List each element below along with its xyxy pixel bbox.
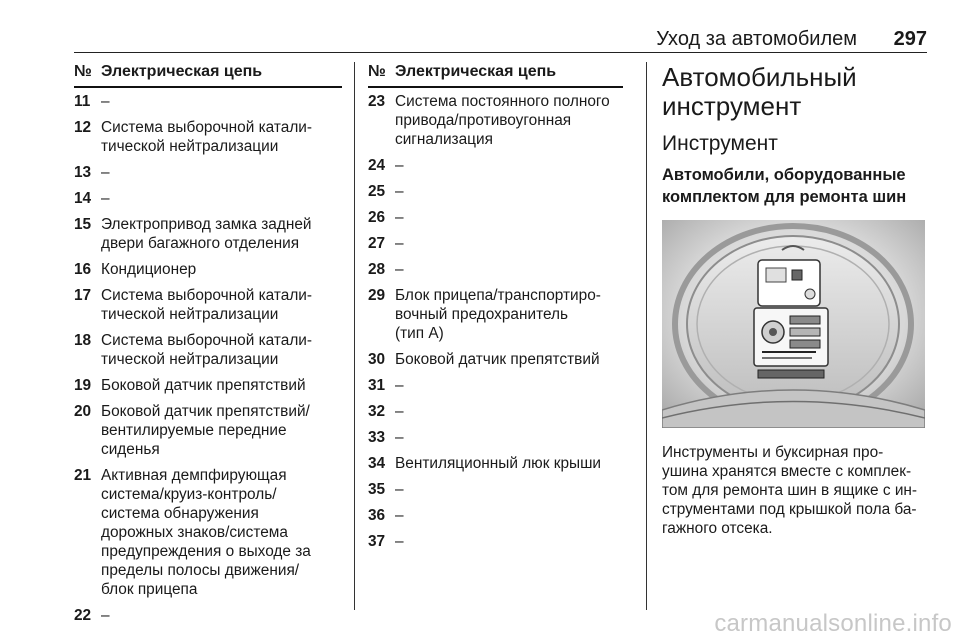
page-header bbox=[74, 27, 927, 53]
table-row bbox=[368, 376, 623, 395]
column-divider bbox=[354, 62, 355, 610]
table-row bbox=[74, 331, 342, 369]
table-row bbox=[368, 402, 623, 421]
table-body bbox=[368, 88, 623, 551]
table-row bbox=[368, 428, 623, 447]
table-row bbox=[368, 156, 623, 175]
circuit-description: Система выборочной катали- тической нейтрализации bbox=[101, 287, 313, 323]
column-divider bbox=[646, 62, 647, 610]
fuse-number: 24 bbox=[368, 157, 386, 174]
header-circuit: Электрическая цепь bbox=[395, 63, 557, 80]
circuit-description: Электропривод замка задней двери багажного отделения bbox=[101, 216, 312, 252]
circuit-description: – bbox=[101, 607, 110, 624]
fuse-number: 33 bbox=[368, 429, 386, 446]
circuit-description: – bbox=[395, 157, 404, 174]
table-row bbox=[74, 189, 342, 208]
table-row bbox=[74, 215, 342, 253]
fuse-number: 25 bbox=[368, 183, 386, 200]
header-number: № bbox=[368, 63, 386, 80]
circuit-description: Боковой датчик препятствий bbox=[395, 351, 600, 368]
table-header bbox=[74, 62, 342, 88]
circuit-description: – bbox=[395, 507, 404, 524]
circuit-description: Блок прицепа/транспортиро- вочный предохранитель (тип А) bbox=[395, 287, 601, 342]
section-heading: Автомобильный инструмент bbox=[662, 62, 857, 121]
circuit-description: – bbox=[101, 93, 110, 110]
table-row bbox=[74, 163, 342, 182]
tool-kit-illustration bbox=[662, 220, 925, 428]
circuit-description: – bbox=[395, 377, 404, 394]
table-row bbox=[74, 92, 342, 111]
subsection-heading: Инструмент bbox=[662, 132, 778, 155]
circuit-description: Система постоянного полного привода/противоугонная сигнализация bbox=[395, 93, 610, 148]
fuse-number: 23 bbox=[368, 93, 386, 110]
circuit-description: Система выборочной катали- тической нейтрализации bbox=[101, 119, 313, 155]
circuit-description: – bbox=[395, 533, 404, 550]
fuse-number: 19 bbox=[74, 377, 92, 394]
circuit-description: – bbox=[395, 209, 404, 226]
fuse-number: 30 bbox=[368, 351, 386, 368]
fuse-table-right bbox=[368, 62, 623, 558]
circuit-description: – bbox=[395, 403, 404, 420]
fuse-number: 12 bbox=[74, 119, 92, 136]
tools-section bbox=[662, 62, 927, 538]
circuit-description: Система выборочной катали- тической нейтрализации bbox=[101, 332, 313, 368]
table-row bbox=[368, 260, 623, 279]
fuse-number: 37 bbox=[368, 533, 386, 550]
table-row bbox=[368, 92, 623, 149]
fuse-number: 29 bbox=[368, 287, 386, 304]
table-row bbox=[74, 606, 342, 625]
fuse-number: 27 bbox=[368, 235, 386, 252]
table-row bbox=[368, 480, 623, 499]
table-row bbox=[368, 234, 623, 253]
circuit-description: Активная демпфирующая система/круиз-контроль/ система обнаружения дорожных знаков/система предупреждения о выходе за пределы полосы движения/ блок прицепа bbox=[101, 467, 311, 598]
fuse-number: 17 bbox=[74, 287, 92, 304]
fuse-number: 16 bbox=[74, 261, 92, 278]
table-row bbox=[368, 182, 623, 201]
circuit-description: – bbox=[101, 190, 110, 207]
table-row bbox=[74, 466, 342, 599]
topic-heading: Автомобили, оборудованные комплектом для ремонта шин bbox=[662, 166, 907, 206]
page-number: 297 bbox=[893, 28, 927, 50]
table-row bbox=[368, 454, 623, 473]
fuse-number: 28 bbox=[368, 261, 386, 278]
table-row bbox=[74, 260, 342, 279]
table-row bbox=[368, 208, 623, 227]
fuse-number: 20 bbox=[74, 403, 92, 420]
table-row bbox=[74, 286, 342, 324]
fuse-number: 14 bbox=[74, 190, 92, 207]
table-body bbox=[74, 88, 342, 625]
fuse-number: 15 bbox=[74, 216, 92, 233]
table-row bbox=[74, 402, 342, 459]
circuit-description: Вентиляционный люк крыши bbox=[395, 455, 602, 472]
fuse-number: 32 bbox=[368, 403, 386, 420]
table-row bbox=[368, 350, 623, 369]
header-circuit: Электрическая цепь bbox=[101, 63, 263, 80]
table-row bbox=[74, 118, 342, 156]
fuse-number: 36 bbox=[368, 507, 386, 524]
fuse-number: 21 bbox=[74, 467, 92, 484]
circuit-description: Кондиционер bbox=[101, 261, 197, 278]
fuse-number: 26 bbox=[368, 209, 386, 226]
circuit-description: – bbox=[395, 429, 404, 446]
fuse-number: 31 bbox=[368, 377, 386, 394]
fuse-number: 35 bbox=[368, 481, 386, 498]
circuit-description: Боковой датчик препятствий/ вентилируемые передние сиденья bbox=[101, 403, 310, 458]
header-number: № bbox=[74, 63, 92, 80]
table-header bbox=[368, 62, 623, 88]
fuse-number: 18 bbox=[74, 332, 92, 349]
fuse-number: 34 bbox=[368, 455, 386, 472]
table-row bbox=[368, 506, 623, 525]
circuit-description: – bbox=[395, 235, 404, 252]
table-row bbox=[74, 376, 342, 395]
fuse-table-left bbox=[74, 62, 342, 632]
circuit-description: – bbox=[101, 164, 110, 181]
circuit-description: – bbox=[395, 183, 404, 200]
fuse-number: 22 bbox=[74, 607, 92, 624]
circuit-description: – bbox=[395, 261, 404, 278]
circuit-description: – bbox=[395, 481, 404, 498]
fuse-number: 13 bbox=[74, 164, 92, 181]
fuse-number: 11 bbox=[74, 93, 91, 110]
running-title: Уход за автомобилем bbox=[656, 28, 857, 50]
illustration-caption: Инструменты и буксирная про- ушина хранятся вместе с комплек- том для ремонта шин в ящике с ин- струментами под крышкой пола ба- гажного отсека. bbox=[662, 444, 918, 537]
circuit-description: Боковой датчик препятствий bbox=[101, 377, 306, 394]
watermark: carmanualsonline.info bbox=[714, 610, 952, 637]
table-row bbox=[368, 286, 623, 343]
table-row bbox=[368, 532, 623, 551]
